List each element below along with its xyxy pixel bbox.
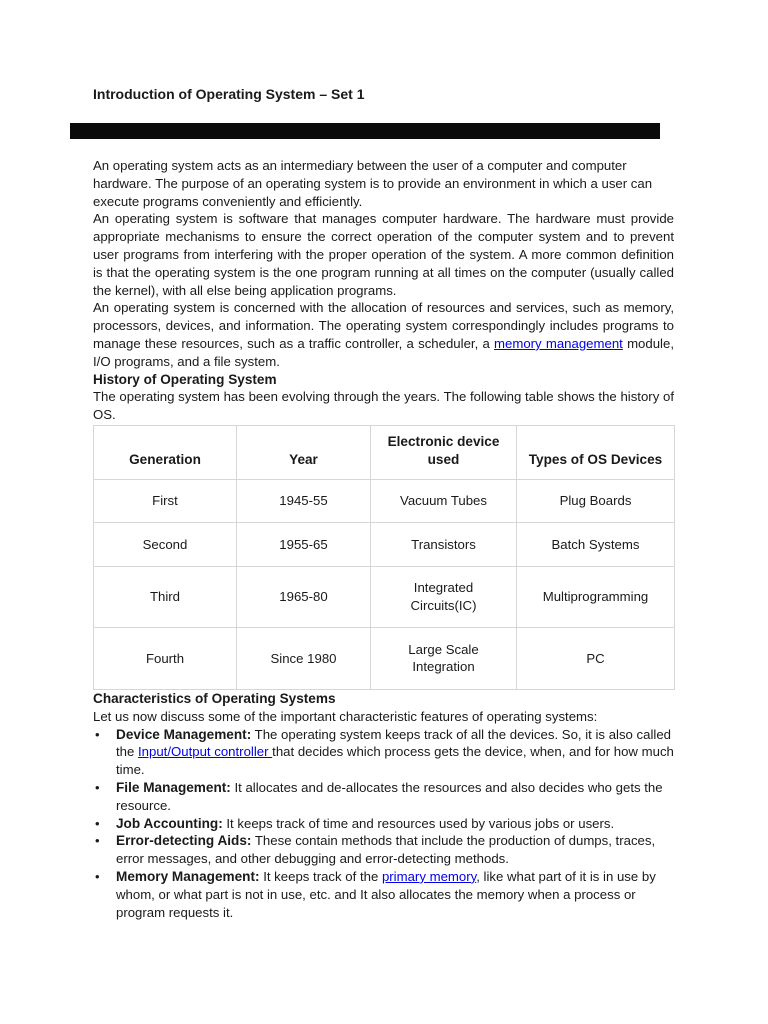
table-row: [94, 522, 675, 566]
intro-paragraph-1: An operating system acts as an intermediary between the user of a computer and computer hardware. The purpose of an operating system is to provide an environment in which a user can execute programs conveniently and efficiently.: [93, 158, 653, 209]
table-cell: Transistors: [371, 522, 517, 566]
list-item-text: It allocates and de-allocates the resources and also decides who gets the resource.: [116, 779, 663, 813]
table-cell: Integrated Circuits(IC): [371, 566, 517, 627]
list-item-lead: Job Accounting:: [116, 815, 223, 831]
document-body: [93, 157, 674, 921]
table-cell: Batch Systems: [517, 522, 675, 566]
history-paragraph: The operating system has been evolving through the years. The following table shows the history of OS.: [93, 389, 674, 423]
list-item-text-end: , like what part of it is in use by whom, or what part is not in use, etc. and It also allocates the memory when a process or program requests it.: [116, 868, 656, 920]
table-cell: Since 1980: [237, 627, 371, 689]
list-item-lead: Device Management:: [116, 726, 252, 742]
table-cell: 1965-80: [237, 566, 371, 627]
list-item-lead: Error-detecting Aids:: [116, 833, 252, 849]
table-header-row: [94, 425, 675, 479]
history-heading: History of Operating System: [93, 371, 277, 387]
list-item: [116, 832, 674, 868]
table-cell: Second: [94, 522, 237, 566]
list-item-lead: Memory Management:: [116, 868, 260, 884]
characteristics-paragraph: Let us now discuss some of the important characteristic features of operating systems:: [93, 708, 598, 724]
table-cell: Fourth: [94, 627, 237, 689]
characteristics-list: [93, 726, 674, 922]
table-cell: Plug Boards: [517, 479, 675, 522]
intro-paragraph-2: An operating system is software that manages computer hardware. The hardware must provide appropriate mechanisms to ensure the correct operation of the computer system and to prevent user programs from interfering with the proper operation of the system. A more common definition is that the operating system is the one program running at all times on the computer (usually called the kernel), with all else being application programs.: [93, 211, 674, 298]
list-item: [116, 868, 674, 921]
redaction-bar: [70, 123, 660, 139]
table-cell: Multiprogramming: [517, 566, 675, 627]
table-cell: Vacuum Tubes: [371, 479, 517, 522]
list-item-text: It keeps track of the: [259, 868, 382, 884]
list-item: [116, 779, 674, 815]
table-cell: Third: [94, 566, 237, 627]
list-item: [116, 726, 674, 779]
table-header-cell: Electronic device used: [371, 425, 517, 479]
table-cell: 1955-65: [237, 522, 371, 566]
intro-paragraph-3: [93, 299, 674, 370]
table-header-cell: Year: [237, 425, 371, 479]
io-controller-link[interactable]: Input/Output controller: [138, 744, 273, 760]
list-item: [116, 815, 674, 833]
characteristics-heading: Characteristics of Operating Systems: [93, 690, 336, 706]
intro-p3-text-end: module, I/O programs, and a file system.: [93, 335, 674, 369]
primary-memory-link[interactable]: primary memory: [381, 868, 477, 884]
table-row: [94, 627, 675, 689]
list-item-text: It keeps track of time and resources used by various jobs or users.: [222, 815, 615, 831]
os-history-table: [93, 425, 675, 690]
intro-p3-text: An operating system is concerned with the allocation of resources and services, such as memory, processors, devices, and information. The operating system correspondingly includes programs to manage these resources, such as a traffic controller, a scheduler, a: [93, 300, 674, 351]
table-row: [94, 479, 675, 522]
memory-management-link[interactable]: memory management: [494, 335, 623, 351]
list-item-text-end: that decides which process gets the device, when, and for how much time.: [116, 744, 674, 778]
page-title: Introduction of Operating System – Set 1: [93, 86, 365, 102]
table-cell: Large Scale Integration: [371, 627, 517, 689]
list-item-text: These contain methods that include the production of dumps, traces, error messages, and other debugging and error-detecting methods.: [116, 833, 656, 867]
list-item-lead: File Management:: [116, 779, 231, 795]
table-cell: 1945-55: [237, 479, 371, 522]
table-cell: PC: [517, 627, 675, 689]
table-cell: First: [94, 479, 237, 522]
table-row: [94, 566, 675, 627]
list-item-text: The operating system keeps track of all the devices. So, it is also called the: [116, 726, 671, 760]
table-header-cell: Types of OS Devices: [517, 425, 675, 479]
table-header-cell: Generation: [94, 425, 237, 479]
